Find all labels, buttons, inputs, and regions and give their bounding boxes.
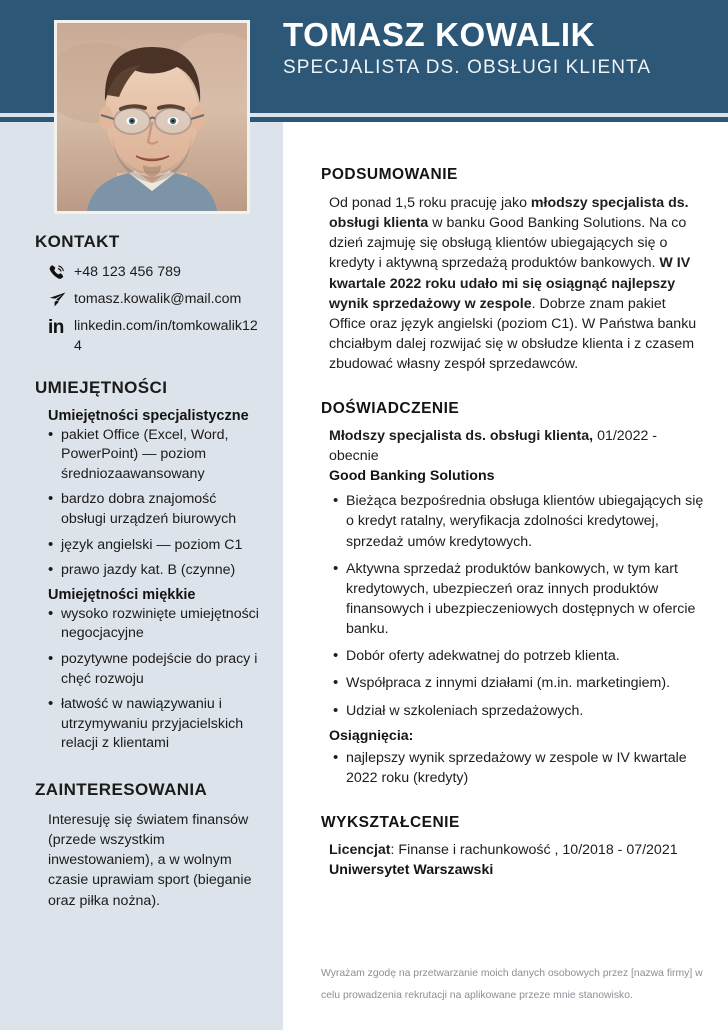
job-title-subtitle: SPECJALISTA DS. OBSŁUGI KLIENTA bbox=[283, 56, 652, 78]
list-item: • Dobór oferty adekwatnej do potrzeb klienta. bbox=[333, 646, 705, 666]
contact-item-phone[interactable] bbox=[48, 263, 263, 282]
skills-subheading-hard: Umiejętności specjalistyczne bbox=[48, 407, 249, 424]
skills-group-soft bbox=[0, 587, 283, 754]
skills-group-hard bbox=[0, 408, 283, 581]
skills-list-soft bbox=[48, 605, 262, 754]
experience-position: Młodszy specjalista ds. obsługi klienta, 01/2022 - obecnie bbox=[329, 428, 658, 464]
list-item: • pozytywne podejście do pracy i chęć rozwoju bbox=[48, 650, 262, 689]
paper-plane-icon bbox=[48, 290, 74, 309]
achievements-list bbox=[333, 748, 705, 788]
contact-section bbox=[0, 232, 283, 356]
contact-item-email[interactable] bbox=[48, 290, 263, 309]
experience-company: Good Banking Solutions bbox=[329, 467, 495, 484]
list-item: • najlepszy wynik sprzedażowy w zespole w IV kwartale 2022 roku (kredyty) bbox=[333, 748, 705, 788]
list-item: • wysoko rozwinięte umiejętności negocjacyjne bbox=[48, 605, 262, 644]
page-title: TOMASZ KOWALIK bbox=[283, 16, 596, 53]
list-item: • prawo jazdy kat. B (czynne) bbox=[48, 561, 262, 581]
contact-email-value: tomasz.kowalik@mail.com bbox=[74, 291, 242, 308]
contact-heading: KONTAKT bbox=[35, 232, 120, 251]
achievements-heading: Osiągnięcia: bbox=[329, 727, 414, 744]
skills-list-hard bbox=[48, 426, 262, 581]
contact-item-linkedin[interactable] bbox=[48, 317, 263, 355]
avatar bbox=[54, 20, 250, 214]
interests-heading: ZAINTERESOWANIA bbox=[35, 780, 208, 799]
list-item: • Udział w szkoleniach sprzedażowych. bbox=[333, 701, 705, 721]
list-item: • Współpraca z innymi działami (m.in. marketingiem). bbox=[333, 673, 705, 693]
skills-heading: UMIEJĘTNOŚCI bbox=[35, 377, 168, 397]
experience-section bbox=[321, 400, 710, 788]
education-section bbox=[321, 814, 710, 880]
experience-heading: DOŚWIADCZENIE bbox=[321, 400, 460, 418]
list-item: • pakiet Office (Excel, Word, PowerPoint) — poziom średniozaawansowany bbox=[48, 426, 262, 485]
contact-list bbox=[0, 263, 283, 356]
header-text-block bbox=[283, 17, 713, 81]
contact-linkedin-value: linkedin.com/in/tomkowalik124 bbox=[74, 318, 258, 354]
main-panel bbox=[285, 130, 728, 1030]
list-item: • łatwość w nawiązywaniu i utrzymywaniu przyjacielskich relacji z klientami bbox=[48, 695, 262, 754]
list-item: • język angielski — poziom C1 bbox=[48, 536, 262, 556]
contact-phone-value: +48 123 456 789 bbox=[74, 264, 181, 280]
education-heading: WYKSZTAŁCENIE bbox=[321, 814, 460, 832]
list-item: • bardzo dobra znajomość obsługi urządzeń biurowych bbox=[48, 490, 262, 529]
skills-subheading-soft: Umiejętności miękkie bbox=[48, 586, 196, 603]
summary-paragraph: Od ponad 1,5 roku pracuję jako młodszy specjalista ds. obsługi klienta w banku Good Banking Solutions. Na co dzień zajmuję się obsługą klientów ubiegających się o kredyty i aktywną sprzedażą produktów bankowych. W IV kwartale 2022 roku udało mi się osiągnąć najlepszy wynik sprzedażowy w zespole. Dobrze znam pakiet Office oraz język angielski (poziom C1). W Państwa banku chciałbym dalej rozwijać się w obsłudze klienta i z czasem zbudować własny zespół sprzedawców. bbox=[329, 195, 697, 373]
skills-section bbox=[0, 378, 283, 754]
list-item: • Aktywna sprzedaż produktów bankowych, w tym kart kredytowych, ubezpieczeń oraz innych produktów finansowych i ubezpieczeniowych dostępnych w ofercie banku. bbox=[333, 559, 705, 640]
summary-section bbox=[321, 166, 710, 374]
experience-duties-list bbox=[333, 491, 705, 721]
linkedin-icon-glyph: in bbox=[48, 317, 64, 339]
sidebar-content bbox=[0, 232, 283, 911]
phone-icon bbox=[48, 263, 74, 281]
linkedin-icon bbox=[48, 317, 74, 337]
education-school: Uniwersytet Warszawski bbox=[329, 861, 494, 878]
interests-section bbox=[0, 780, 283, 911]
education-degree: Licencjat: Finanse i rachunkowość , 10/2018 - 07/2021 bbox=[329, 842, 678, 859]
consent-clause: Wyrażam zgodę na przetwarzanie moich danych osobowych przez [nazwa firmy] w celu prowadzenia rekrutacji na aplikowane przeze mnie stanowisko. bbox=[321, 968, 703, 1001]
summary-heading: PODSUMOWANIE bbox=[321, 166, 458, 183]
profile-photo-icon bbox=[57, 23, 247, 211]
interests-text: Interesuję się światem finansów (przede wszystkim inwestowaniem), a w wolnym czasie uprawiam sport (bieganie oraz piłka nożna). bbox=[48, 812, 252, 909]
list-item: • Bieżąca bezpośrednia obsługa klientów ubiegających się o kredyt ratalny, weryfikacja zdolności kredytowej, sprzedaż umów kredytowych. bbox=[333, 491, 705, 551]
